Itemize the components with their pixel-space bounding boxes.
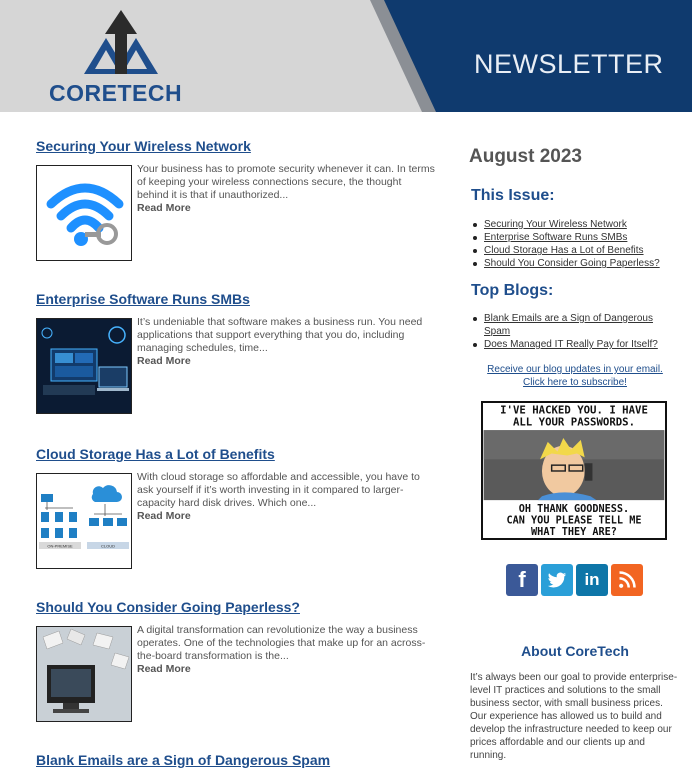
cloud-diagram-image[interactable]: [36, 473, 132, 569]
article-excerpt: [137, 316, 435, 368]
article-card: [36, 291, 436, 421]
wifi-lock-icon[interactable]: [36, 165, 132, 261]
on-premise-label: ON-PREMISE: [47, 543, 73, 549]
twitter-icon[interactable]: [541, 564, 573, 596]
rss-icon[interactable]: [611, 564, 643, 596]
top-blogs-list: [471, 312, 676, 351]
top-blog-link[interactable]: Does Managed IT Really Pay for Itself?: [484, 339, 658, 350]
this-issue-list: [471, 218, 681, 270]
hacker-comic-image[interactable]: [481, 401, 667, 540]
article-card: [36, 138, 436, 268]
brand-core: CORE: [49, 80, 118, 106]
this-issue-link[interactable]: Securing Your Wireless Network: [484, 219, 627, 230]
article-excerpt: [137, 163, 435, 215]
article-excerpt-text: A digital transformation can revolutionize the way a business operates. One of the technologies that make up for an across-the-board transformation is the...: [137, 624, 426, 662]
read-more-link[interactable]: Read More: [137, 355, 191, 367]
article-card: [36, 446, 436, 576]
comic-bottom-text-3: WHAT THEY ARE?: [531, 527, 617, 538]
cloud-label: CLOUD: [100, 543, 116, 549]
article-excerpt-text: Your business has to promote security whenever it can. In terms of keeping your wireless connections secure, the thought behind it is that if unauthorized...: [137, 163, 435, 201]
about-text: It’s always been our goal to provide enterprise-level IT practices and solutions to the small business sector, with small business prices. Our experience has allowed us to build and develop the infrastructure needed to keep our prices affordable and our clients up and running.: [470, 672, 678, 761]
list-item: [471, 244, 681, 257]
list-item: [471, 338, 676, 351]
article-card: [36, 752, 436, 774]
article-card: [36, 599, 436, 729]
article-excerpt-text: It’s undeniable that software makes a business run. You need applications that support everything that you do, including managing schedules, time...: [137, 316, 423, 354]
list-item: [471, 257, 681, 270]
article-excerpt-text: With cloud storage so affordable and accessible, you have to ask yourself if it’s worth investing in it compared to larger-capacity hard disk drives. Which one...: [137, 471, 420, 509]
article-title-link[interactable]: Enterprise Software Runs SMBs: [36, 291, 250, 307]
brand-wordmark: [49, 80, 182, 107]
article-excerpt: [137, 471, 435, 523]
this-issue-link[interactable]: Enterprise Software Runs SMBs: [484, 232, 628, 243]
top-blog-link[interactable]: Blank Emails are a Sign of Dangerous Spam: [484, 313, 653, 337]
comic-bottom-text-1: OH THANK GOODNESS.: [518, 503, 630, 515]
linkedin-icon[interactable]: in: [576, 564, 608, 596]
comic-top-text-2: ALL YOUR PASSWORDS.: [512, 415, 636, 429]
paper-computer-image[interactable]: [36, 626, 132, 722]
article-title-link[interactable]: Should You Consider Going Paperless?: [36, 599, 300, 615]
newsletter-label: NEWSLETTER: [474, 49, 664, 79]
read-more-link[interactable]: Read More: [137, 510, 191, 522]
about-heading: About CoreTech: [521, 643, 629, 659]
software-dashboard-image[interactable]: [36, 318, 132, 414]
this-issue-link[interactable]: Should You Consider Going Paperless?: [484, 258, 660, 269]
this-issue-heading: This Issue:: [471, 187, 555, 204]
list-item: [471, 218, 681, 231]
article-title-link[interactable]: Blank Emails are a Sign of Dangerous Spam: [36, 752, 331, 768]
article-excerpt: [137, 624, 435, 676]
read-more-link[interactable]: Read More: [137, 202, 191, 214]
subscribe-line-2: Click here to subscribe!: [523, 377, 627, 388]
article-title-link[interactable]: Cloud Storage Has a Lot of Benefits: [36, 446, 275, 462]
issue-month: August 2023: [469, 146, 582, 167]
read-more-link[interactable]: Read More: [137, 663, 191, 675]
comic-bottom-text-2: CAN YOU PLEASE TELL ME: [506, 515, 642, 527]
top-blogs-heading: Top Blogs:: [471, 282, 554, 299]
subscribe-line-1: Receive our blog updates in your email.: [487, 364, 663, 375]
facebook-icon[interactable]: f: [506, 564, 538, 596]
list-item: [471, 231, 681, 244]
article-title-link[interactable]: Securing Your Wireless Network: [36, 138, 251, 154]
newsletter-header: [0, 0, 692, 112]
brand-tech: TECH: [117, 80, 183, 106]
this-issue-link[interactable]: Cloud Storage Has a Lot of Benefits: [484, 245, 644, 256]
comic-top-text-1: I'VE HACKED YOU. I HAVE: [500, 403, 648, 417]
subscribe-link[interactable]: [470, 363, 680, 389]
list-item: [471, 312, 676, 338]
